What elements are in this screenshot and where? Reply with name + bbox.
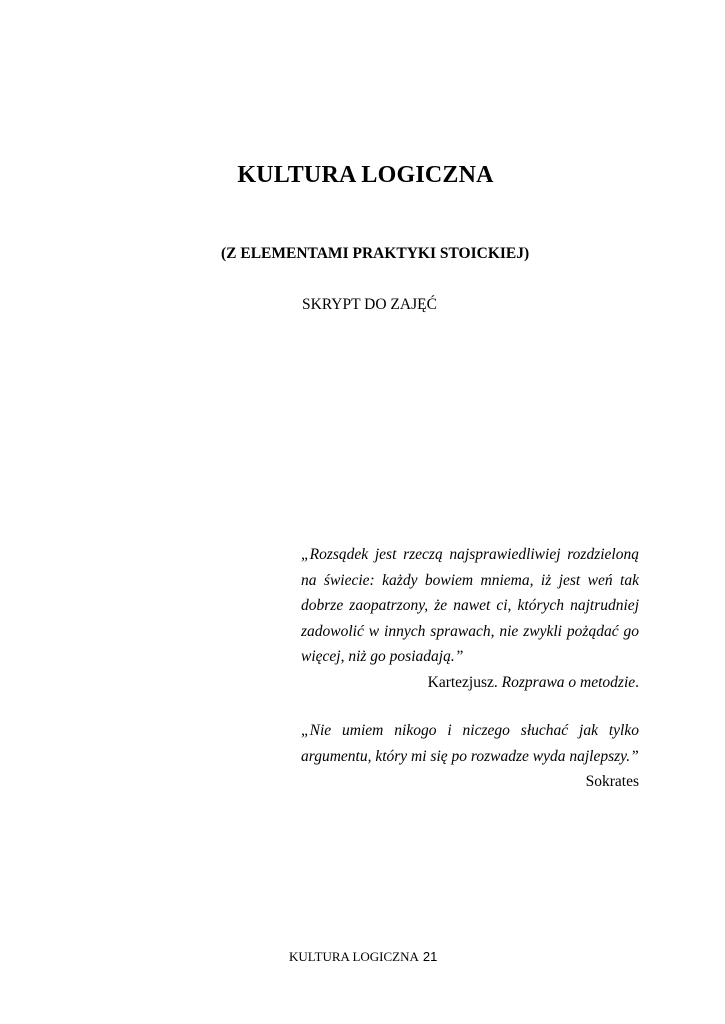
- quote-attribution: [301, 670, 639, 696]
- document-kind: SKRYPT DO ZAJĘĆ: [302, 296, 437, 313]
- quote-author: Sokrates: [585, 773, 639, 790]
- quote-work: Rozprawa o metodzie: [501, 673, 636, 691]
- page-number: 21: [422, 949, 438, 964]
- document-title: KULTURA LOGICZNA: [237, 162, 494, 188]
- epigraph-descartes: [301, 542, 639, 695]
- quote-text: „Rozsądek jest rzeczą najsprawiedliwiej rozdzieloną na świecie: każdy bowiem mniema, iż jest weń tak dobrze zaopatrzony, że nawet ci, których najtrudniej zadowolić w innych sprawach, nie zwykli pożądać go więcej, niż go posiadają.”: [301, 546, 639, 665]
- quote-trail: .: [635, 673, 639, 691]
- running-title: KULTURA LOGICZNA: [289, 949, 419, 964]
- epigraph-socrates: [301, 718, 639, 795]
- page-footer: [289, 949, 437, 965]
- quote-author: Kartezjusz.: [427, 673, 498, 691]
- document-subtitle: (Z ELEMENTAMI PRAKTYKI STOICKIEJ): [221, 245, 530, 262]
- quote-text: „Nie umiem nikogo i niczego słuchać jak tylko argumentu, który mi się po rozwadze wyda najlepszy.”: [301, 722, 639, 765]
